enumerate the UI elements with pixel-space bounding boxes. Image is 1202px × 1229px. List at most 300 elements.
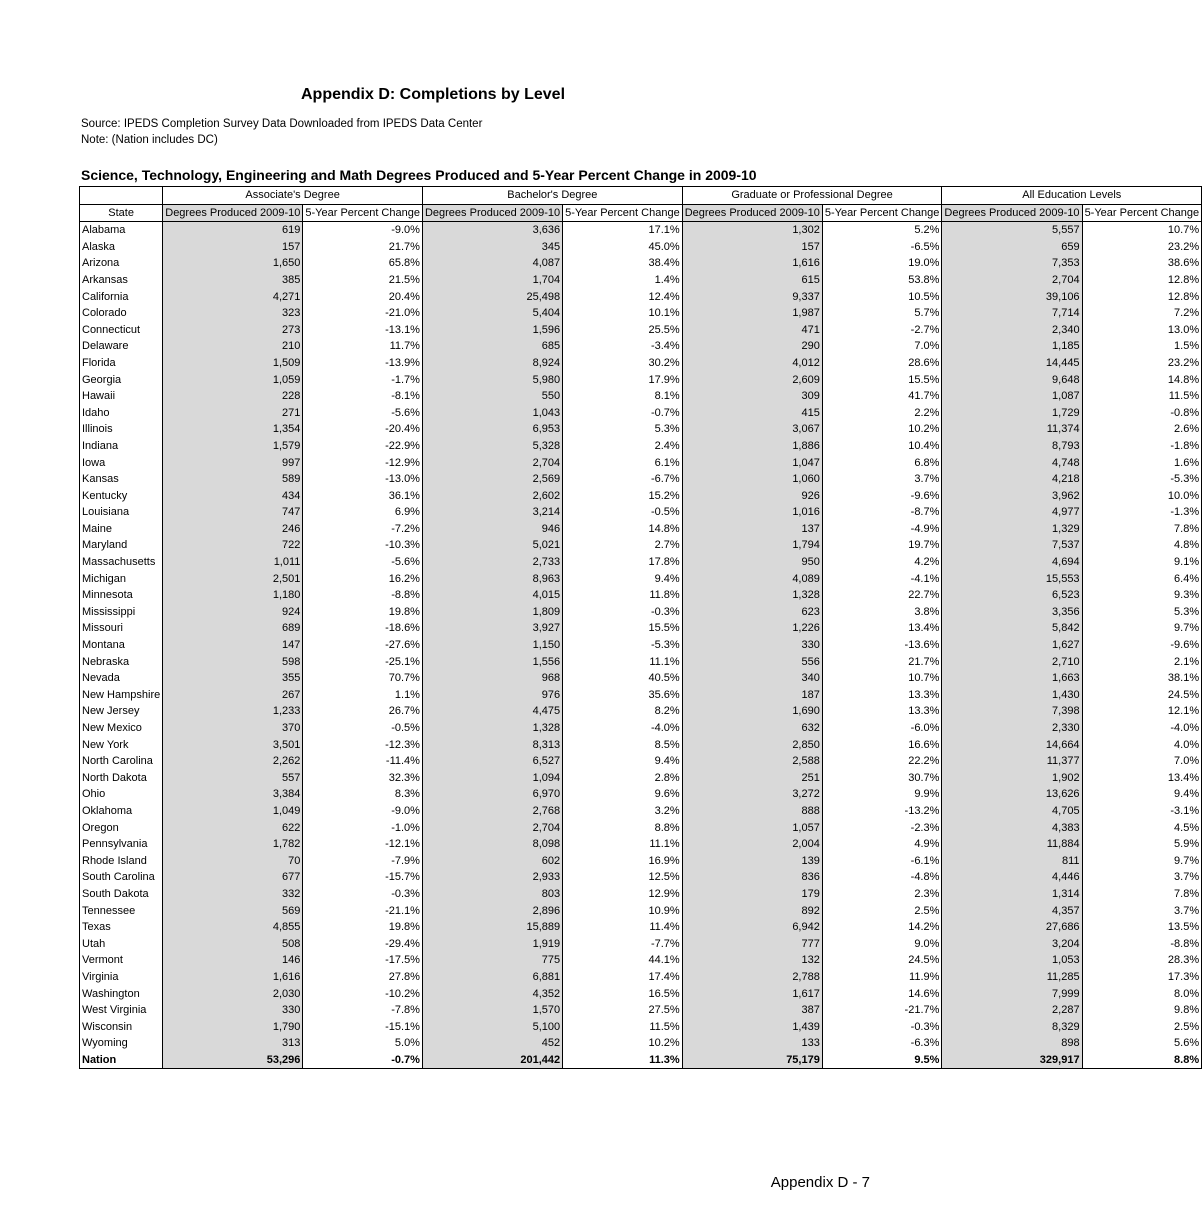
state-cell: Maryland (80, 537, 163, 554)
bach-degrees-cell: 6,953 (422, 421, 562, 438)
all-change-cell: 17.3% (1082, 969, 1202, 986)
grad-degrees-cell: 1,047 (682, 455, 822, 472)
grad-degrees-cell: 892 (682, 903, 822, 920)
assoc-change-cell: -10.2% (303, 986, 423, 1003)
grad-degrees-cell: 309 (682, 388, 822, 405)
all-degrees-cell: 27,686 (942, 919, 1082, 936)
grad-change-cell: -4.8% (822, 869, 942, 886)
all-degrees-cell: 2,287 (942, 1002, 1082, 1019)
grad-change-cell: -13.2% (822, 803, 942, 820)
bach-degrees-cell: 2,933 (422, 869, 562, 886)
grad-change-cell: 2.2% (822, 405, 942, 422)
bach-change-cell: 9.6% (563, 786, 683, 803)
all-change-cell: 4.5% (1082, 820, 1202, 837)
grad-change-cell: -6.3% (822, 1035, 942, 1052)
table-row (80, 703, 1202, 720)
group-header-row (80, 187, 1202, 205)
assoc-degrees-cell: 4,855 (163, 919, 303, 936)
bach-degrees-cell: 1,150 (422, 637, 562, 654)
degrees-header: Degrees Produced 2009-10 (163, 204, 303, 222)
group-all-levels: All Education Levels (942, 187, 1202, 205)
bach-change-cell: 44.1% (563, 952, 683, 969)
assoc-change-cell: -5.6% (303, 554, 423, 571)
all-degrees-cell: 6,523 (942, 587, 1082, 604)
all-degrees-cell: 4,383 (942, 820, 1082, 837)
grad-change-cell: 10.7% (822, 670, 942, 687)
all-degrees-cell: 1,185 (942, 338, 1082, 355)
state-cell: Wyoming (80, 1035, 163, 1052)
table-row (80, 770, 1202, 787)
bach-degrees-cell: 15,889 (422, 919, 562, 936)
state-cell: Michigan (80, 571, 163, 588)
assoc-degrees-cell: 589 (163, 471, 303, 488)
bach-degrees-cell: 5,021 (422, 537, 562, 554)
stem-degrees-table (79, 186, 1202, 1069)
bach-degrees-cell: 4,475 (422, 703, 562, 720)
assoc-change-cell: -29.4% (303, 936, 423, 953)
table-row (80, 786, 1202, 803)
all-degrees-cell: 4,977 (942, 504, 1082, 521)
table-row (80, 239, 1202, 256)
bach-degrees-cell: 25,498 (422, 289, 562, 306)
grad-change-cell: 15.5% (822, 372, 942, 389)
all-change-cell: 4.0% (1082, 737, 1202, 754)
grad-degrees-cell: 387 (682, 1002, 822, 1019)
grad-change-cell: 10.2% (822, 421, 942, 438)
assoc-change-cell: 8.3% (303, 786, 423, 803)
all-change-cell: 5.3% (1082, 604, 1202, 621)
assoc-change-cell: -10.3% (303, 537, 423, 554)
assoc-degrees-cell: 1,059 (163, 372, 303, 389)
bach-change-cell: 11.1% (563, 654, 683, 671)
table-row (80, 952, 1202, 969)
assoc-change-cell: 19.8% (303, 919, 423, 936)
state-cell: Illinois (80, 421, 163, 438)
all-degrees-cell: 1,087 (942, 388, 1082, 405)
table-row (80, 820, 1202, 837)
assoc-change-cell: -8.1% (303, 388, 423, 405)
bach-degrees-cell: 4,087 (422, 255, 562, 272)
grad-degrees-cell: 3,272 (682, 786, 822, 803)
grad-change-cell: 3.7% (822, 471, 942, 488)
state-cell: Ohio (80, 786, 163, 803)
bach-change-cell: -0.7% (563, 405, 683, 422)
grad-degrees-cell: 777 (682, 936, 822, 953)
all-degrees-cell: 4,694 (942, 554, 1082, 571)
all-degrees-cell: 14,445 (942, 355, 1082, 372)
state-cell: Wisconsin (80, 1019, 163, 1036)
assoc-degrees-cell: 747 (163, 504, 303, 521)
grad-degrees-cell: 4,012 (682, 355, 822, 372)
all-degrees-cell: 4,218 (942, 471, 1082, 488)
assoc-change-cell: -0.3% (303, 886, 423, 903)
assoc-degrees-cell: 598 (163, 654, 303, 671)
table-row (80, 687, 1202, 704)
grad-change-cell: 10.5% (822, 289, 942, 306)
bach-degrees-cell: 8,924 (422, 355, 562, 372)
assoc-change-cell: -18.6% (303, 620, 423, 637)
all-degrees-cell: 659 (942, 239, 1082, 256)
table-row (80, 869, 1202, 886)
all-degrees-cell: 7,353 (942, 255, 1082, 272)
all-change-cell: 9.1% (1082, 554, 1202, 571)
assoc-degrees-cell: 924 (163, 604, 303, 621)
bach-degrees-cell: 2,733 (422, 554, 562, 571)
state-cell: Nation (80, 1052, 163, 1069)
state-header: State (80, 204, 163, 222)
grad-degrees-cell: 950 (682, 554, 822, 571)
grad-change-cell: 24.5% (822, 952, 942, 969)
grad-degrees-cell: 2,850 (682, 737, 822, 754)
grad-change-cell: 4.2% (822, 554, 942, 571)
state-cell: Kansas (80, 471, 163, 488)
all-change-cell: 28.3% (1082, 952, 1202, 969)
table-row (80, 620, 1202, 637)
assoc-degrees-cell: 53,296 (163, 1052, 303, 1069)
state-cell: South Carolina (80, 869, 163, 886)
all-change-cell: 6.4% (1082, 571, 1202, 588)
table-row (80, 737, 1202, 754)
degrees-header: Degrees Produced 2009-10 (682, 204, 822, 222)
grad-change-cell: -21.7% (822, 1002, 942, 1019)
all-degrees-cell: 14,664 (942, 737, 1082, 754)
assoc-degrees-cell: 332 (163, 886, 303, 903)
bach-change-cell: 25.5% (563, 322, 683, 339)
all-degrees-cell: 11,884 (942, 836, 1082, 853)
state-cell: Utah (80, 936, 163, 953)
bach-degrees-cell: 2,704 (422, 820, 562, 837)
assoc-degrees-cell: 1,180 (163, 587, 303, 604)
state-cell: Alabama (80, 222, 163, 239)
bach-degrees-cell: 550 (422, 388, 562, 405)
grad-degrees-cell: 139 (682, 853, 822, 870)
state-cell: California (80, 289, 163, 306)
table-row (80, 488, 1202, 505)
assoc-degrees-cell: 370 (163, 720, 303, 737)
grad-degrees-cell: 187 (682, 687, 822, 704)
all-change-cell: 38.6% (1082, 255, 1202, 272)
grad-degrees-cell: 556 (682, 654, 822, 671)
grad-degrees-cell: 1,886 (682, 438, 822, 455)
state-cell: Tennessee (80, 903, 163, 920)
table-row (80, 753, 1202, 770)
assoc-degrees-cell: 355 (163, 670, 303, 687)
grad-degrees-cell: 615 (682, 272, 822, 289)
all-change-cell: 23.2% (1082, 239, 1202, 256)
page-number: Appendix D - 7 (770, 1174, 870, 1191)
assoc-change-cell: 32.3% (303, 770, 423, 787)
assoc-change-cell: -13.1% (303, 322, 423, 339)
grad-degrees-cell: 1,060 (682, 471, 822, 488)
table-row (80, 272, 1202, 289)
assoc-degrees-cell: 508 (163, 936, 303, 953)
bach-change-cell: 10.1% (563, 305, 683, 322)
all-degrees-cell: 7,537 (942, 537, 1082, 554)
assoc-change-cell: -0.7% (303, 1052, 423, 1069)
all-change-cell: 14.8% (1082, 372, 1202, 389)
all-degrees-cell: 8,329 (942, 1019, 1082, 1036)
bach-change-cell: 2.4% (563, 438, 683, 455)
all-change-cell: 5.6% (1082, 1035, 1202, 1052)
grad-change-cell: 5.7% (822, 305, 942, 322)
bach-degrees-cell: 1,704 (422, 272, 562, 289)
assoc-change-cell: -7.2% (303, 521, 423, 538)
bach-change-cell: 17.8% (563, 554, 683, 571)
bach-degrees-cell: 1,919 (422, 936, 562, 953)
all-change-cell: 7.8% (1082, 521, 1202, 538)
state-cell: Colorado (80, 305, 163, 322)
grad-change-cell: -2.3% (822, 820, 942, 837)
table-row (80, 521, 1202, 538)
assoc-degrees-cell: 210 (163, 338, 303, 355)
bach-change-cell: -5.3% (563, 637, 683, 654)
bach-change-cell: 17.1% (563, 222, 683, 239)
grad-change-cell: 28.6% (822, 355, 942, 372)
all-change-cell: 7.0% (1082, 753, 1202, 770)
grad-change-cell: 11.9% (822, 969, 942, 986)
grad-degrees-cell: 3,067 (682, 421, 822, 438)
group-bachelor: Bachelor's Degree (422, 187, 682, 205)
table-row (80, 986, 1202, 1003)
assoc-change-cell: -15.7% (303, 869, 423, 886)
grad-change-cell: 13.4% (822, 620, 942, 637)
grad-degrees-cell: 9,337 (682, 289, 822, 306)
grad-change-cell: -6.5% (822, 239, 942, 256)
assoc-change-cell: -7.9% (303, 853, 423, 870)
grad-degrees-cell: 926 (682, 488, 822, 505)
grad-degrees-cell: 133 (682, 1035, 822, 1052)
all-change-cell: 9.4% (1082, 786, 1202, 803)
grad-degrees-cell: 1,794 (682, 537, 822, 554)
assoc-change-cell: -13.0% (303, 471, 423, 488)
grad-change-cell: -9.6% (822, 488, 942, 505)
change-header: 5-Year Percent Change (1082, 204, 1202, 222)
bach-change-cell: 2.7% (563, 537, 683, 554)
grad-degrees-cell: 340 (682, 670, 822, 687)
assoc-degrees-cell: 271 (163, 405, 303, 422)
bach-change-cell: 11.5% (563, 1019, 683, 1036)
all-change-cell: 23.2% (1082, 355, 1202, 372)
state-cell: New Jersey (80, 703, 163, 720)
state-cell: New Hampshire (80, 687, 163, 704)
all-degrees-cell: 11,377 (942, 753, 1082, 770)
assoc-change-cell: -17.5% (303, 952, 423, 969)
assoc-degrees-cell: 157 (163, 239, 303, 256)
grad-change-cell: -0.3% (822, 1019, 942, 1036)
bach-degrees-cell: 1,570 (422, 1002, 562, 1019)
bach-degrees-cell: 1,094 (422, 770, 562, 787)
table-row (80, 355, 1202, 372)
grad-change-cell: 16.6% (822, 737, 942, 754)
all-degrees-cell: 13,626 (942, 786, 1082, 803)
bach-change-cell: 12.4% (563, 289, 683, 306)
bach-change-cell: -3.4% (563, 338, 683, 355)
grad-degrees-cell: 1,616 (682, 255, 822, 272)
state-cell: Washington (80, 986, 163, 1003)
bach-degrees-cell: 685 (422, 338, 562, 355)
all-degrees-cell: 1,627 (942, 637, 1082, 654)
assoc-degrees-cell: 3,501 (163, 737, 303, 754)
all-change-cell: 24.5% (1082, 687, 1202, 704)
grad-change-cell: -2.7% (822, 322, 942, 339)
grad-degrees-cell: 1,302 (682, 222, 822, 239)
grad-change-cell: 6.8% (822, 455, 942, 472)
table-row (80, 919, 1202, 936)
bach-change-cell: 38.4% (563, 255, 683, 272)
assoc-degrees-cell: 3,384 (163, 786, 303, 803)
grad-degrees-cell: 632 (682, 720, 822, 737)
assoc-degrees-cell: 2,501 (163, 571, 303, 588)
assoc-degrees-cell: 2,030 (163, 986, 303, 1003)
all-degrees-cell: 2,340 (942, 322, 1082, 339)
degrees-header: Degrees Produced 2009-10 (422, 204, 562, 222)
grad-change-cell: 5.2% (822, 222, 942, 239)
all-change-cell: 1.6% (1082, 455, 1202, 472)
all-change-cell: 13.4% (1082, 770, 1202, 787)
all-change-cell: 1.5% (1082, 338, 1202, 355)
all-change-cell: 11.5% (1082, 388, 1202, 405)
all-change-cell: 8.0% (1082, 986, 1202, 1003)
assoc-degrees-cell: 246 (163, 521, 303, 538)
assoc-change-cell: 19.8% (303, 604, 423, 621)
all-change-cell: -0.8% (1082, 405, 1202, 422)
grad-change-cell: -6.0% (822, 720, 942, 737)
all-change-cell: -1.3% (1082, 504, 1202, 521)
assoc-change-cell: 16.2% (303, 571, 423, 588)
all-change-cell: 7.8% (1082, 886, 1202, 903)
nation-total-row (80, 1052, 1202, 1069)
bach-degrees-cell: 2,704 (422, 455, 562, 472)
table-row (80, 255, 1202, 272)
grad-degrees-cell: 6,942 (682, 919, 822, 936)
bach-change-cell: 9.4% (563, 571, 683, 588)
state-cell: Nevada (80, 670, 163, 687)
bach-degrees-cell: 6,881 (422, 969, 562, 986)
assoc-change-cell: 6.9% (303, 504, 423, 521)
table-row (80, 1019, 1202, 1036)
state-cell: Iowa (80, 455, 163, 472)
all-degrees-cell: 1,329 (942, 521, 1082, 538)
state-cell: Hawaii (80, 388, 163, 405)
assoc-change-cell: 21.5% (303, 272, 423, 289)
bach-change-cell: 11.4% (563, 919, 683, 936)
bach-degrees-cell: 4,352 (422, 986, 562, 1003)
state-cell: Oklahoma (80, 803, 163, 820)
bach-degrees-cell: 5,980 (422, 372, 562, 389)
state-cell: Nebraska (80, 654, 163, 671)
bach-degrees-cell: 4,015 (422, 587, 562, 604)
all-degrees-cell: 3,204 (942, 936, 1082, 953)
state-cell: North Carolina (80, 753, 163, 770)
all-change-cell: 9.7% (1082, 853, 1202, 870)
assoc-change-cell: -21.1% (303, 903, 423, 920)
all-degrees-cell: 898 (942, 1035, 1082, 1052)
all-degrees-cell: 1,663 (942, 670, 1082, 687)
all-change-cell: 5.9% (1082, 836, 1202, 853)
bach-degrees-cell: 2,569 (422, 471, 562, 488)
state-cell: West Virginia (80, 1002, 163, 1019)
bach-degrees-cell: 8,313 (422, 737, 562, 754)
state-cell: Alaska (80, 239, 163, 256)
table-row (80, 720, 1202, 737)
bach-change-cell: 8.5% (563, 737, 683, 754)
table-row (80, 571, 1202, 588)
assoc-change-cell: -7.8% (303, 1002, 423, 1019)
assoc-change-cell: -5.6% (303, 405, 423, 422)
bach-change-cell: 17.9% (563, 372, 683, 389)
state-cell: Virginia (80, 969, 163, 986)
all-change-cell: 38.1% (1082, 670, 1202, 687)
grad-change-cell: 21.7% (822, 654, 942, 671)
all-degrees-cell: 4,446 (942, 869, 1082, 886)
assoc-degrees-cell: 70 (163, 853, 303, 870)
bach-change-cell: 1.4% (563, 272, 683, 289)
grad-degrees-cell: 2,609 (682, 372, 822, 389)
bach-degrees-cell: 1,043 (422, 405, 562, 422)
assoc-change-cell: -21.0% (303, 305, 423, 322)
state-cell: Minnesota (80, 587, 163, 604)
grad-change-cell: 13.3% (822, 703, 942, 720)
assoc-change-cell: 27.8% (303, 969, 423, 986)
table-body (80, 222, 1202, 1069)
table-row (80, 670, 1202, 687)
table-row (80, 438, 1202, 455)
grad-degrees-cell: 1,617 (682, 986, 822, 1003)
all-change-cell: 2.1% (1082, 654, 1202, 671)
assoc-change-cell: 21.7% (303, 239, 423, 256)
bach-degrees-cell: 2,896 (422, 903, 562, 920)
all-degrees-cell: 7,999 (942, 986, 1082, 1003)
bach-change-cell: 8.2% (563, 703, 683, 720)
bach-change-cell: 12.5% (563, 869, 683, 886)
state-cell: Maine (80, 521, 163, 538)
all-degrees-cell: 2,704 (942, 272, 1082, 289)
grad-degrees-cell: 1,690 (682, 703, 822, 720)
all-degrees-cell: 811 (942, 853, 1082, 870)
assoc-degrees-cell: 273 (163, 322, 303, 339)
assoc-change-cell: -12.9% (303, 455, 423, 472)
grad-change-cell: -6.1% (822, 853, 942, 870)
all-degrees-cell: 8,793 (942, 438, 1082, 455)
table-row (80, 1035, 1202, 1052)
bach-change-cell: -7.7% (563, 936, 683, 953)
state-cell: Massachusetts (80, 554, 163, 571)
table-row (80, 504, 1202, 521)
all-change-cell: 10.7% (1082, 222, 1202, 239)
bach-degrees-cell: 452 (422, 1035, 562, 1052)
bach-change-cell: -0.3% (563, 604, 683, 621)
grad-degrees-cell: 157 (682, 239, 822, 256)
table-row (80, 338, 1202, 355)
all-degrees-cell: 1,902 (942, 770, 1082, 787)
all-degrees-cell: 3,356 (942, 604, 1082, 621)
assoc-change-cell: 65.8% (303, 255, 423, 272)
bach-change-cell: 10.9% (563, 903, 683, 920)
assoc-degrees-cell: 689 (163, 620, 303, 637)
grad-degrees-cell: 179 (682, 886, 822, 903)
bach-change-cell: 12.9% (563, 886, 683, 903)
grad-change-cell: 9.5% (822, 1052, 942, 1069)
assoc-change-cell: -27.6% (303, 637, 423, 654)
assoc-degrees-cell: 313 (163, 1035, 303, 1052)
bach-change-cell: 16.5% (563, 986, 683, 1003)
grad-change-cell: 14.2% (822, 919, 942, 936)
assoc-degrees-cell: 1,354 (163, 421, 303, 438)
table-row (80, 903, 1202, 920)
all-change-cell: 10.0% (1082, 488, 1202, 505)
table-row (80, 587, 1202, 604)
bach-change-cell: 10.2% (563, 1035, 683, 1052)
